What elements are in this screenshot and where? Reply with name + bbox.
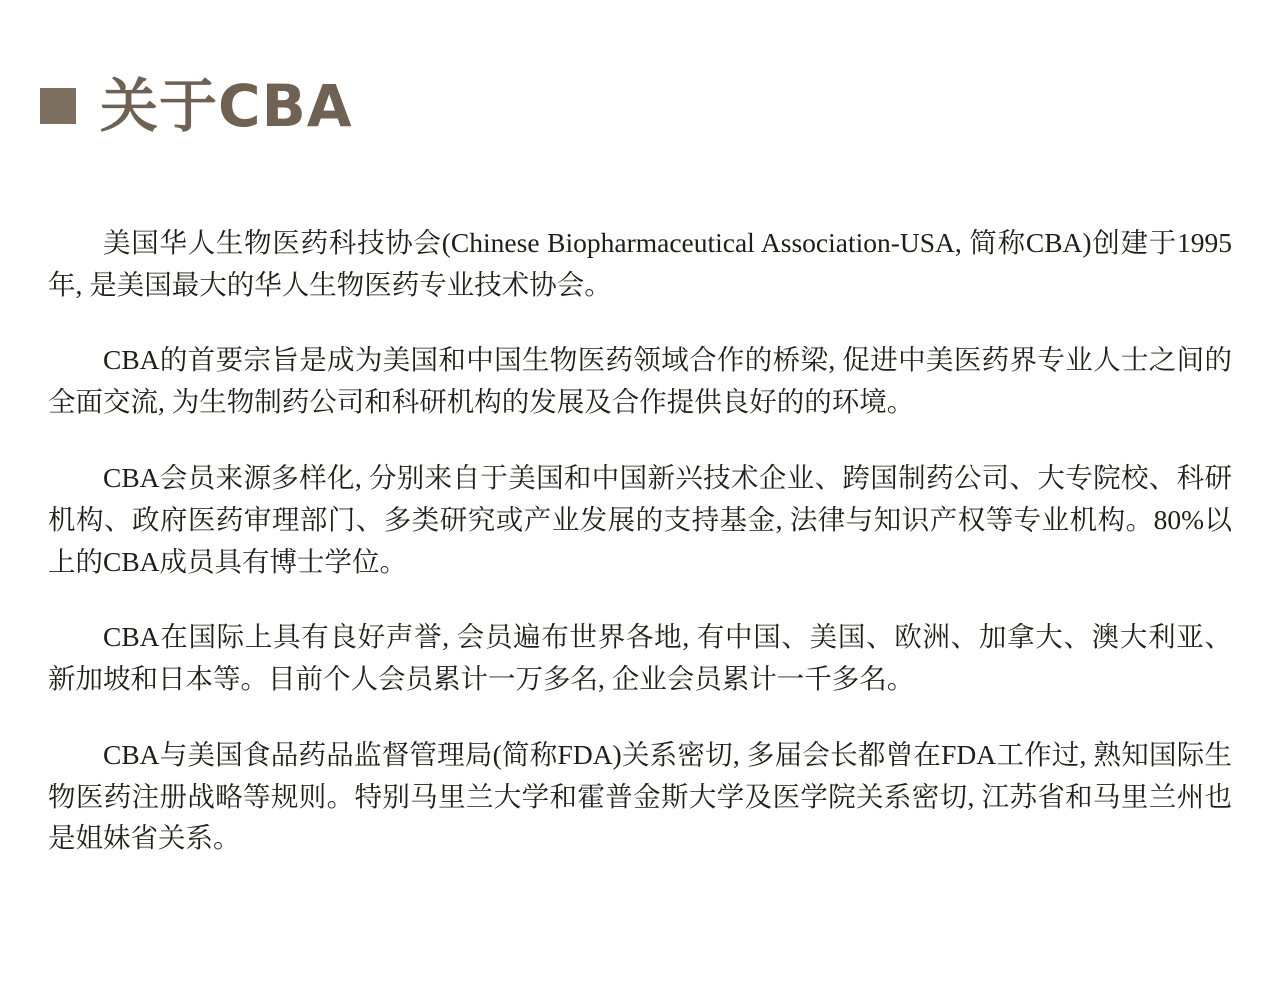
paragraph: CBA会员来源多样化, 分别来自于美国和中国新兴技术企业、跨国制药公司、大专院校、科研机构、政府医药审理部门、多类研究或产业发展的支持基金, 法律与知识产权等专业机构。80%以上的CBA成员具有博士学位。 bbox=[48, 461, 1232, 577]
paragraph: CBA在国际上具有良好声誉, 会员遍布世界各地, 有中国、美国、欧洲、加拿大、澳大利亚、新加坡和日本等。目前个人会员累计一万多名, 企业会员累计一千多名。 bbox=[48, 621, 1232, 695]
paragraph: CBA的首要宗旨是成为美国和中国生物医药领域合作的桥梁, 促进中美医药界专业人士之间的全面交流, 为生物制药公司和科研机构的发展及合作提供良好的的环境。 bbox=[48, 344, 1232, 418]
slide-header bbox=[0, 0, 1280, 174]
paragraph: 美国华人生物医药科技协会(Chinese Biopharmaceutical Association-USA, 简称CBA)创建于1995年, 是美国最大的华人生物医药专业技术协会。 bbox=[48, 226, 1232, 300]
page-title: 关于CBA bbox=[100, 71, 353, 140]
slide-body bbox=[0, 174, 1280, 860]
square-bullet-icon bbox=[40, 88, 76, 124]
paragraph: CBA与美国食品药品监督管理局(简称FDA)关系密切, 多届会长都曾在FDA工作过, 熟知国际生物医药注册战略等规则。特别马里兰大学和霍普金斯大学及医学院关系密切, 江苏省和马里兰州也是姐妹省关系。 bbox=[48, 738, 1232, 854]
